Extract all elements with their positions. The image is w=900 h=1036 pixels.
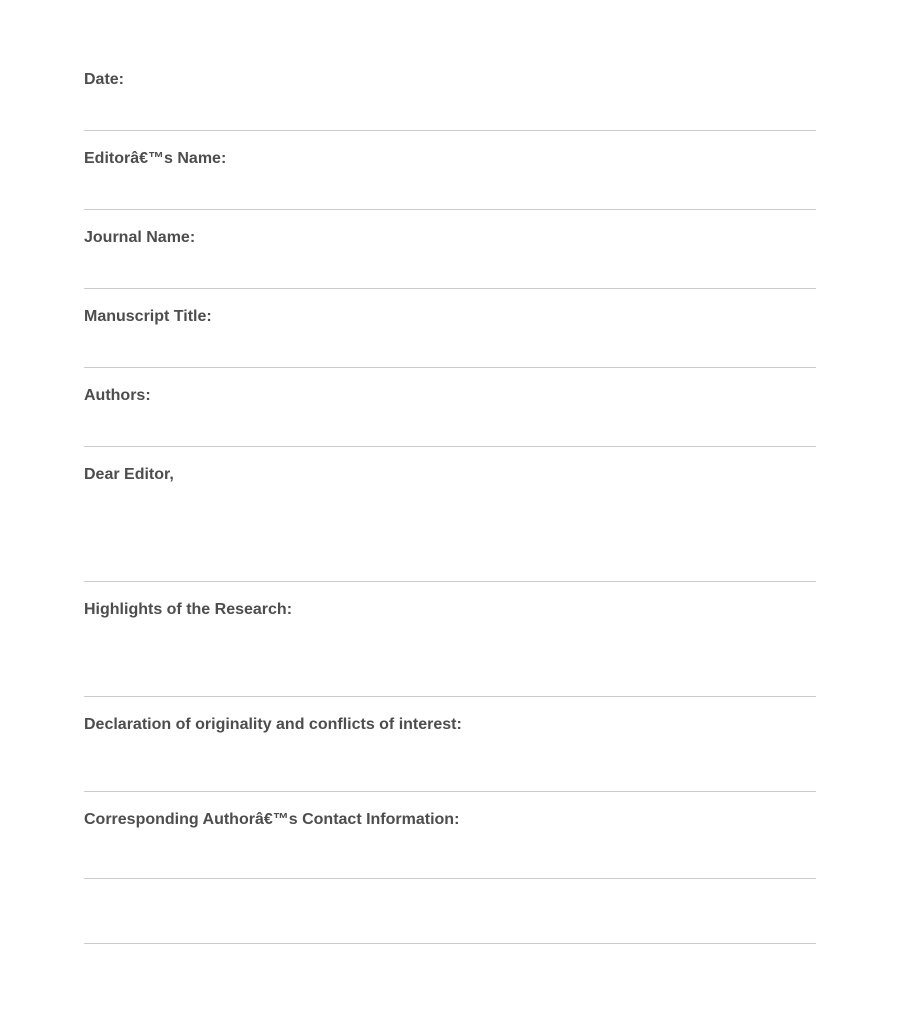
contact-info-label: Corresponding Authorâ€™s Contact Information: [84, 811, 460, 828]
highlights-label: Highlights of the Research: [84, 601, 293, 618]
letter-body-field[interactable] [84, 447, 816, 582]
contact-info-field[interactable] [84, 792, 816, 879]
authors-label: Authors: [84, 387, 151, 404]
journal-name-field[interactable] [84, 210, 816, 289]
date-field[interactable] [84, 0, 816, 131]
cover-letter-form [84, 0, 816, 944]
date-label: Date: [84, 71, 125, 88]
manuscript-title-field[interactable] [84, 289, 816, 368]
authors-field[interactable] [84, 368, 816, 447]
manuscript-title-label: Manuscript Title: [84, 308, 212, 325]
declaration-label: Declaration of originality and conflicts of interest: [84, 716, 462, 733]
highlights-field[interactable] [84, 582, 816, 697]
letter-body-label: Dear Editor, [84, 466, 174, 483]
editor-name-label: Editorâ€™s Name: [84, 150, 227, 167]
editor-name-field[interactable] [84, 131, 816, 210]
declaration-field[interactable] [84, 697, 816, 792]
blank-field[interactable] [84, 879, 816, 944]
journal-name-label: Journal Name: [84, 229, 196, 246]
